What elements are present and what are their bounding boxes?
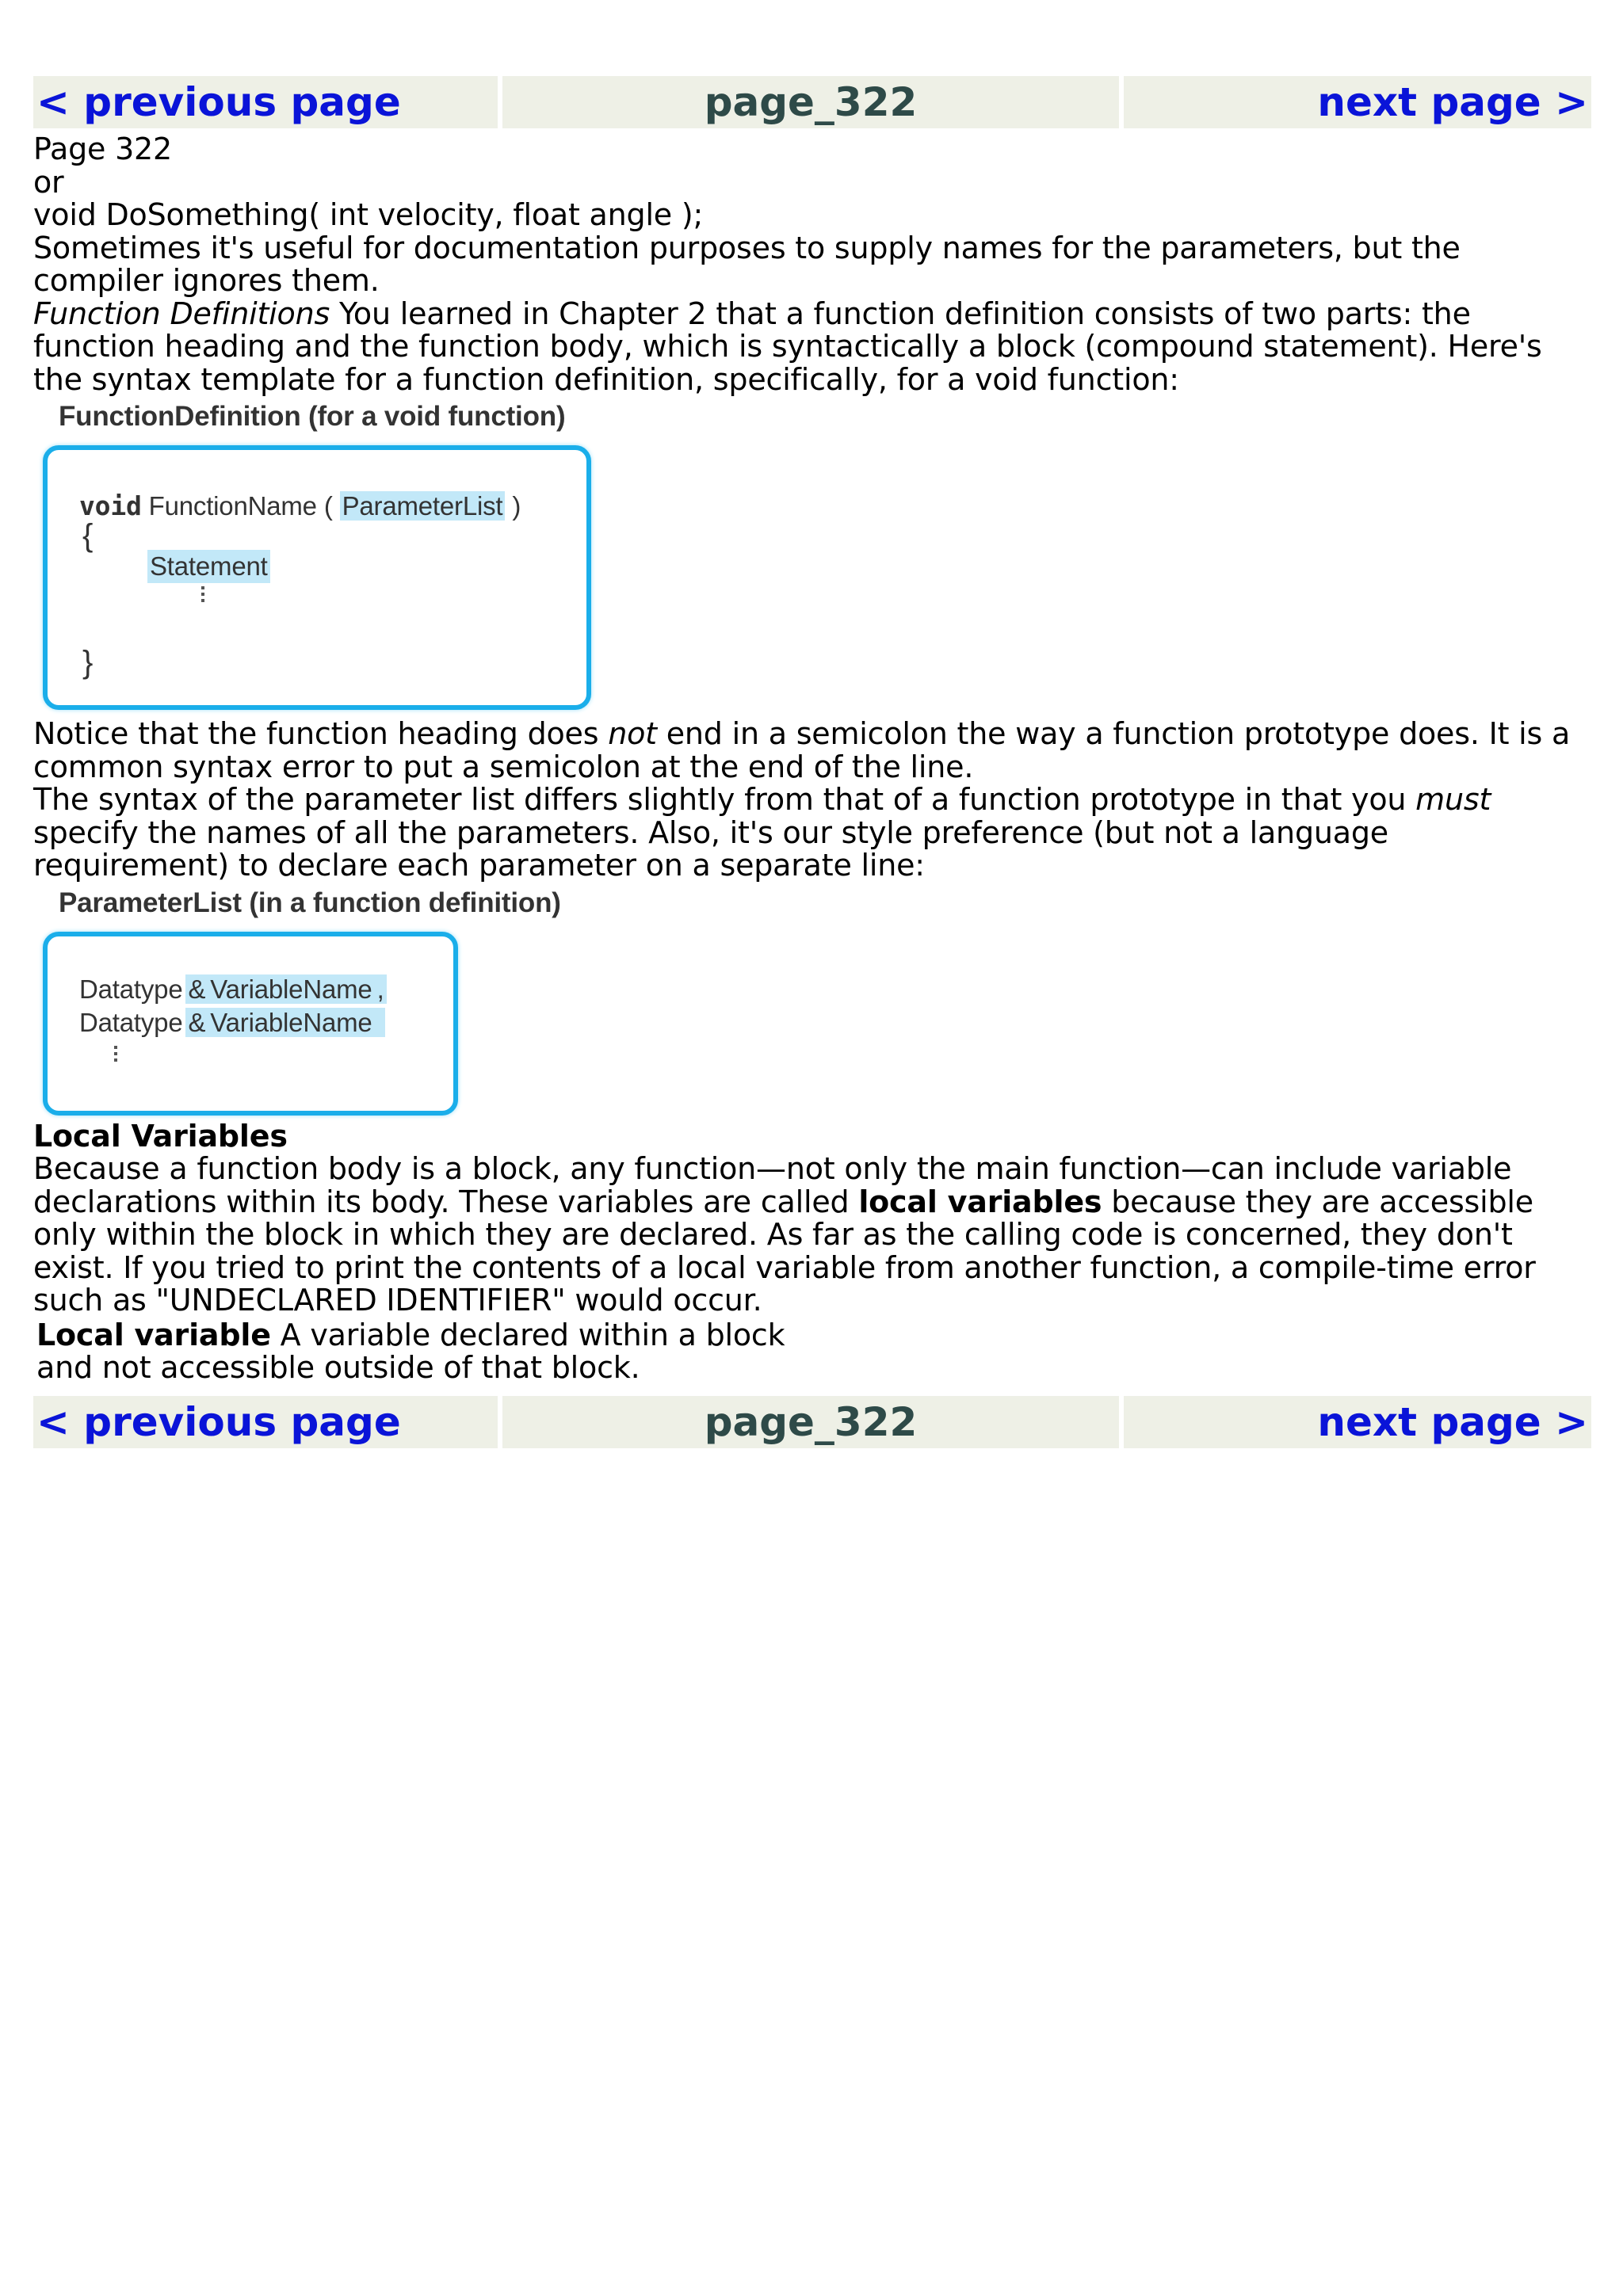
ellipsis-dots xyxy=(201,586,204,605)
para4-text-a: The syntax of the parameter list differs slightly from that of a function prototype in that you xyxy=(33,782,1416,817)
datatype-token: Datatype xyxy=(79,974,183,1004)
function-definitions-text: You learned in Chapter 2 that a function definition consists of two parts: the function heading and the function body, which is syntactically a block (compound statement). Here's the syntax template for a function definition, specifically, for a void function: xyxy=(33,296,1542,397)
para4-text-b: specify the names of all the parameters. Also, it's our style preference (but not a language requirement) to declare each parameter on a separate line: xyxy=(33,814,1388,883)
parameter-list-token: ParameterList xyxy=(340,491,506,521)
ampersand-token: & xyxy=(185,974,208,1004)
figure-function-definition xyxy=(33,399,1591,710)
section-heading-local-variables: Local Variables xyxy=(33,1118,288,1154)
figure-parameter-list xyxy=(33,886,1591,1116)
para3-italic: not xyxy=(608,716,657,751)
variable-name-token: VariableName xyxy=(208,1008,374,1037)
statement-token: Statement xyxy=(147,550,270,583)
ampersand-token: & xyxy=(185,1008,208,1037)
variable-name-token: VariableName xyxy=(208,974,374,1004)
previous-page-link[interactable]: < previous page xyxy=(33,76,498,128)
para4-italic: must xyxy=(1415,782,1491,817)
previous-page-link[interactable]: < previous page xyxy=(33,1396,498,1448)
next-page-link[interactable]: next page > xyxy=(1124,76,1591,128)
parameter-row xyxy=(79,1006,385,1039)
definition-line-2: and not accessible outside of that block. xyxy=(36,1350,640,1385)
definition-box xyxy=(36,1319,1591,1385)
next-page-link[interactable]: next page > xyxy=(1124,1396,1591,1448)
definition-term: Local variable xyxy=(36,1317,271,1352)
paragraph-parameter-names: Sometimes it's useful for documentation purposes to supply names for the parameters, but the compiler ignores them. xyxy=(33,230,1461,298)
definition-text-1: A variable declared within a block xyxy=(270,1317,785,1352)
ellipsis-dots xyxy=(114,1046,117,1065)
parameter-list-syntax-box xyxy=(43,932,458,1116)
function-definitions-term: Function Definitions xyxy=(33,296,330,331)
comma-token xyxy=(375,1008,385,1037)
close-paren-token: ) xyxy=(512,491,521,521)
bottom-navbar xyxy=(33,1396,1591,1448)
paragraph-parameter-list xyxy=(33,784,1591,883)
page-number-line: Page 322 xyxy=(33,132,173,166)
page-body xyxy=(33,133,1591,1385)
open-paren-token: ( xyxy=(323,491,333,521)
close-brace-token: } xyxy=(82,645,94,680)
figure2-caption: ParameterList (in a function definition) xyxy=(59,887,561,918)
or-line: or xyxy=(33,164,64,200)
open-brace-token: { xyxy=(82,518,94,553)
parameter-row xyxy=(79,973,387,1006)
para3-text-a: Notice that the function heading does xyxy=(33,716,609,751)
comma-token: , xyxy=(375,974,387,1004)
page-indicator: page_322 xyxy=(502,1396,1119,1448)
void-keyword: void xyxy=(79,490,142,521)
paragraph-local-variables xyxy=(33,1153,1591,1318)
paragraph-function-definitions xyxy=(33,298,1591,397)
function-definition-syntax-box xyxy=(43,445,591,710)
page-indicator: page_322 xyxy=(502,76,1119,128)
function-name-token: FunctionName xyxy=(148,491,317,521)
top-navbar xyxy=(33,76,1591,128)
paragraph-no-semicolon xyxy=(33,718,1591,784)
para5-text-b: because they are accessible only within the block in which they are declared. As far as the calling code is concerned, they don't exist. If you tried to print the contents of a local variable from another function, a compile-time error such as "UNDECLARED IDENTIFIER" would occur. xyxy=(33,1184,1536,1318)
code-line: void DoSomething( int velocity, float angle ); xyxy=(33,197,704,232)
function-heading-line xyxy=(79,490,521,523)
datatype-token: Datatype xyxy=(79,1007,183,1037)
para5-text-a: Because a function body is a block, any function—not only the main function—can include variable declarations within its body. These variables are called xyxy=(33,1151,1512,1219)
page-container xyxy=(33,76,1591,1448)
local-variables-term: local variables xyxy=(858,1184,1102,1219)
figure1-caption: FunctionDefinition (for a void function) xyxy=(59,401,566,432)
definition-line-1 xyxy=(36,1319,1591,1352)
para3-text-b: end in a semicolon the way a function prototype does. It is a common syntax error to put a semicolon at the end of the line. xyxy=(33,716,1571,784)
